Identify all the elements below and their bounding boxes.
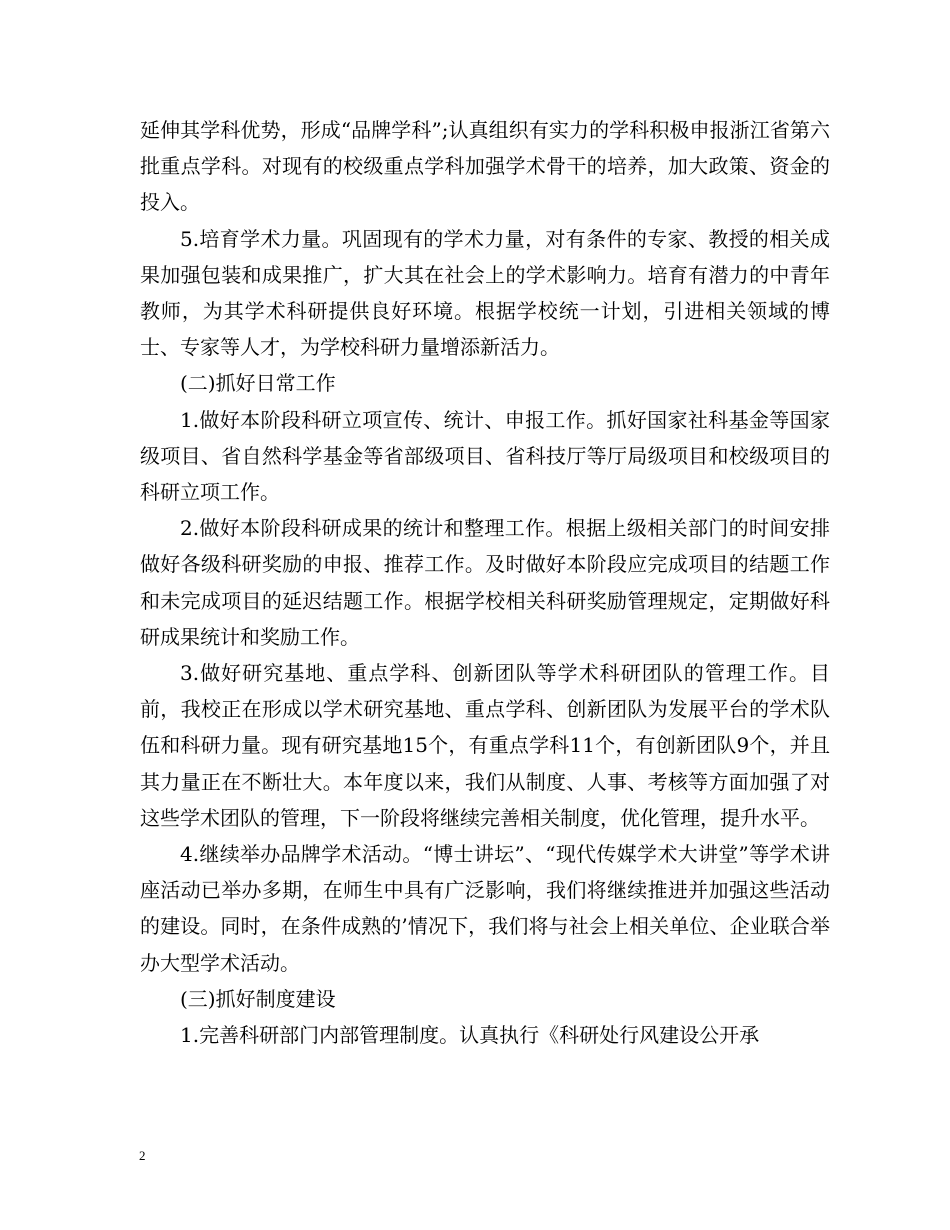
paragraph-7: 1.完善科研部门内部管理制度。认真执行《科研处行风建设公开承 [180,1023,760,1048]
paragraph-1: 延伸其学科优势，形成“品牌学科”;认真组织有实力的学科积极申报浙江省第六批重点学科。对现有的校级重点学科加强学术骨干的培养，加大政策、资金的投入。 [140,118,830,215]
section-heading-3: (三)抓好制度建设 [180,986,336,1011]
section-heading-2: (二)抓好日常工作 [180,371,336,396]
paragraph-2: 5.培育学术力量。巩固现有的学术力量，对有条件的专家、教授的相关成果加强包装和成果推广，扩大其在社会上的学术影响力。培育有潜力的中青年教师，为其学术科研提供良好环境。根据学校统一计划，引进相关领域的博士、专家等人才，为学校科研力量增添新活力。 [140,226,830,360]
paragraph-4: 2.做好本阶段科研成果的统计和整理工作。根据上级相关部门的时间安排做好各级科研奖励的申报、推荐工作。及时做好本阶段应完成项目的结题工作和未完成项目的延迟结题工作。根据学校相关科研奖励管理规定，定期做好科研成果统计和奖励工作。 [140,516,830,649]
document-body [140,112,830,1053]
page-number: 2 [139,1148,146,1163]
paragraph-3: 1.做好本阶段科研立项宣传、统计、申报工作。抓好国家社科基金等国家级项目、省自然科学基金等省部级项目、省科技厅等厅局级项目和校级项目的科研立项工作。 [140,407,830,505]
paragraph-5: 3.做好研究基地、重点学科、创新团队等学术科研团队的管理工作。目前，我校正在形成以学术研究基地、重点学科、创新团队为发展平台的学术队伍和科研力量。现有研究基地15个，有重点学科11个，有创新团队9个，并且其力量正在不断壮大。本年度以来，我们从制度、人事、考核等方面加强了对这些学术团队的管理，下一阶段将继续完善相关制度，优化管理，提升水平。 [140,661,830,830]
paragraph-6: 4.继续举办品牌学术活动。“博士讲坛”、“现代传媒学术大讲堂”等学术讲座活动已举办多期，在师生中具有广泛影响，我们将继续推进并加强这些活动的建设。同时，在条件成熟的’情况下，我们将与社会上相关单位、企业联合举办大型学术活动。 [140,842,830,975]
